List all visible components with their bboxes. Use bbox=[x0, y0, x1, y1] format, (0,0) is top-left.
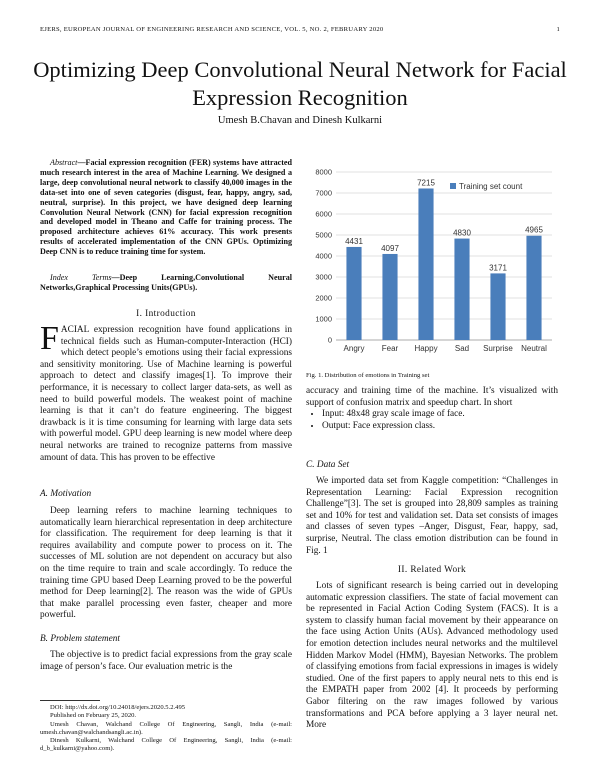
motivation-text: Deep learning refers to machine learning techniques to automatically learn hierarchical representation in deep architecture for classification. The requirement for deep learning is that it requires availability and compute power to process on it. The successes of ML solution are not dependent on accuracy but also on the time require to train and scale accordingly. To reduce the training time GPU based Deep Learning proved to be the powerful method for Deep learning[2]. The reason was the wide of GPUs that make parallel processing even faster, cheaper and more powerful. bbox=[40, 506, 292, 621]
problem-body-continued bbox=[306, 386, 558, 432]
introduction-text: ACIAL expression recognition have found applications in technical fields such as Human-computer-Interaction (HCI) which detect people’s emotions using their facial expressions and sensitivity monitoring. Use of Machine learning is powerful approach to detect and classify images[1]. To improve their performance, it is necessary to collect larger data-sets, as well as need to build powerful models. The weakest point of machine learning is that it can’t do feature engineering. The biggest drawback is it is time consuming for learning with large data sets with powerful model. GPU deep learning is new model where deep neural networks are trained to recognize patterns from massive amount of data. This has proven to be effective bbox=[40, 325, 292, 463]
y-tick-label: 3000 bbox=[315, 272, 332, 282]
related-work-body bbox=[306, 581, 558, 732]
bar-value-label: 7215 bbox=[417, 178, 435, 188]
x-tick-label: Angry bbox=[343, 344, 365, 353]
page-number: 1 bbox=[556, 26, 560, 33]
bar bbox=[346, 247, 361, 340]
x-tick-label: Surprise bbox=[483, 344, 513, 353]
bar-value-label: 3171 bbox=[489, 263, 507, 273]
drop-cap: F bbox=[40, 320, 59, 357]
abstract-label: Abstract bbox=[50, 158, 78, 167]
io-list-item: • Output: Face expression class. bbox=[322, 421, 558, 433]
subsection-motivation-heading: A. Motivation bbox=[40, 489, 92, 499]
figure-caption: Fig. 1. Distribution of emotions in Training set bbox=[306, 372, 430, 379]
y-tick-label: 2000 bbox=[315, 293, 332, 303]
footnote-published: Published on February 25, 2020. bbox=[50, 712, 137, 720]
problem-body bbox=[40, 650, 292, 673]
y-tick-label: 5000 bbox=[315, 230, 332, 240]
bar-value-label: 4431 bbox=[345, 236, 363, 246]
bar-value-label: 4965 bbox=[525, 225, 543, 235]
dataset-body bbox=[306, 476, 558, 557]
legend-swatch bbox=[450, 183, 456, 189]
x-tick-label: Sad bbox=[454, 344, 470, 353]
subsection-dataset-heading: C. Data Set bbox=[306, 460, 350, 470]
y-tick-label: 7000 bbox=[315, 188, 332, 198]
x-tick-label: Happy bbox=[414, 344, 438, 353]
running-header bbox=[40, 26, 560, 33]
footnote-doi: DOI: http://dx.doi.org/10.24018/ejers.2020.5.2.495 bbox=[50, 704, 186, 711]
dataset-text: We imported data set from Kaggle competition: “Challenges in Representation Learning: Facial Expression recognition Challenge”[3]. The set is grouped into 28,809 samples as training set and 10% for test and validation set. Data set consists of images and classes of seven types –Anger, Disgust, Fear, happy, sad, surprise, Neutral. The class emotion distribution can be found in Fig. 1 bbox=[306, 476, 558, 556]
bar-value-label: 4097 bbox=[381, 243, 399, 253]
bar bbox=[454, 239, 469, 340]
abstract-text: —Facial expression recognition (FER) systems have attracted much research interest in the area of Machine Learning. We designed a large, deep convolutional neural network to classify 40,000 images in the data-set into one of seven categories (disgust, fear, happy, angry, sad, neutral, surprise). In this project, we have designed deep learning Convolution Neural Network (CNN) for facial expression recognition and developed model in Theano and Caffe for training process. The proposed architecture achieves 61% accuracy. This work presents results of accelerated implementation of the CNN GPUs. Optimizing Deep CNN is to reduce training time for system. bbox=[40, 158, 292, 257]
bar bbox=[526, 236, 541, 340]
journal-running-title: EJERS, EUROPEAN JOURNAL OF ENGINEERING RESEARCH AND SCIENCE, VOL. 5, NO. 2, FEBRUARY 2020 bbox=[40, 26, 384, 33]
index-terms-text: —Deep Learning,Convolutional Neural Networks,Graphical Processing Units(GPUs). bbox=[40, 273, 292, 292]
footnote-author-1: Umesh Chavan, Walchand College Of Engineering, Sangli, India (e-mail: umesh.chavan@walchandsangli.ac.in). bbox=[40, 720, 292, 736]
related-work-text: Lots of significant research is being carried out in developing automatic expression classifiers. The state of facial movement can be represented in Facial Action Coding System (FACS). It is a system to classify human facial movement by their appearance on the face using Action Units (AUs). Advanced methodology used for emotion detection includes neural networks and the multilevel Hidden Markov Model (HMM), Bayesian Networks. The problem of classifying emotions from facial expressions in images is widely studied. One of the first papers to apply neural nets to this end is the EMPATH paper from 2002 [4]. It proceeds by performing Gabor filtering on the raw images followed by various transformations and PCA before applying a 3 layer neural net. More bbox=[306, 581, 558, 731]
y-tick-label: 8000 bbox=[315, 167, 332, 177]
bar bbox=[382, 254, 397, 340]
io-list-item: • Input: 48x48 gray scale image of face. bbox=[322, 409, 558, 421]
abstract bbox=[40, 158, 292, 257]
author-line: Umesh B.Chavan and Dinesh Kulkarni bbox=[217, 115, 383, 126]
problem-text-continued: accuracy and training time of the machine. It’s visualized with support of confusion matrix and speedup chart. In short bbox=[306, 386, 558, 408]
index-terms bbox=[40, 273, 292, 293]
bar-value-label: 4830 bbox=[453, 228, 471, 238]
y-tick-label: 0 bbox=[327, 335, 332, 345]
footnotes bbox=[40, 704, 292, 754]
legend-label: Training set count bbox=[459, 182, 523, 191]
x-tick-label: Fear bbox=[381, 344, 399, 353]
problem-text: The objective is to predict facial expressions from the gray scale image of person’s face. Our evaluation metric is the bbox=[40, 650, 292, 672]
footnote-author-2: Dinesh Kulkarni, Walchand College Of Engineering, Sangli, India (e-mail: d_b_kulkarni@yahoo.com). bbox=[40, 737, 292, 753]
x-tick-label: Neutral bbox=[521, 344, 547, 353]
io-list bbox=[306, 409, 558, 432]
emotion-distribution-chart bbox=[306, 158, 558, 370]
y-tick-label: 1000 bbox=[315, 314, 332, 324]
paper-title: Optimizing Deep Convolutional Neural Network for Facial Expression Recognition bbox=[33, 57, 567, 110]
motivation-body bbox=[40, 506, 292, 622]
index-terms-label: Index Terms bbox=[50, 273, 112, 282]
bar bbox=[418, 188, 433, 340]
subsection-problem-heading: B. Problem statement bbox=[40, 634, 120, 644]
section-related-work-heading: II. Related Work bbox=[397, 565, 467, 575]
introduction-body bbox=[40, 320, 292, 464]
y-tick-label: 4000 bbox=[315, 251, 332, 261]
section-introduction-heading: I. Introduction bbox=[136, 309, 196, 319]
y-tick-label: 6000 bbox=[315, 209, 332, 219]
footnote-rule bbox=[40, 700, 100, 701]
bar bbox=[490, 273, 505, 340]
